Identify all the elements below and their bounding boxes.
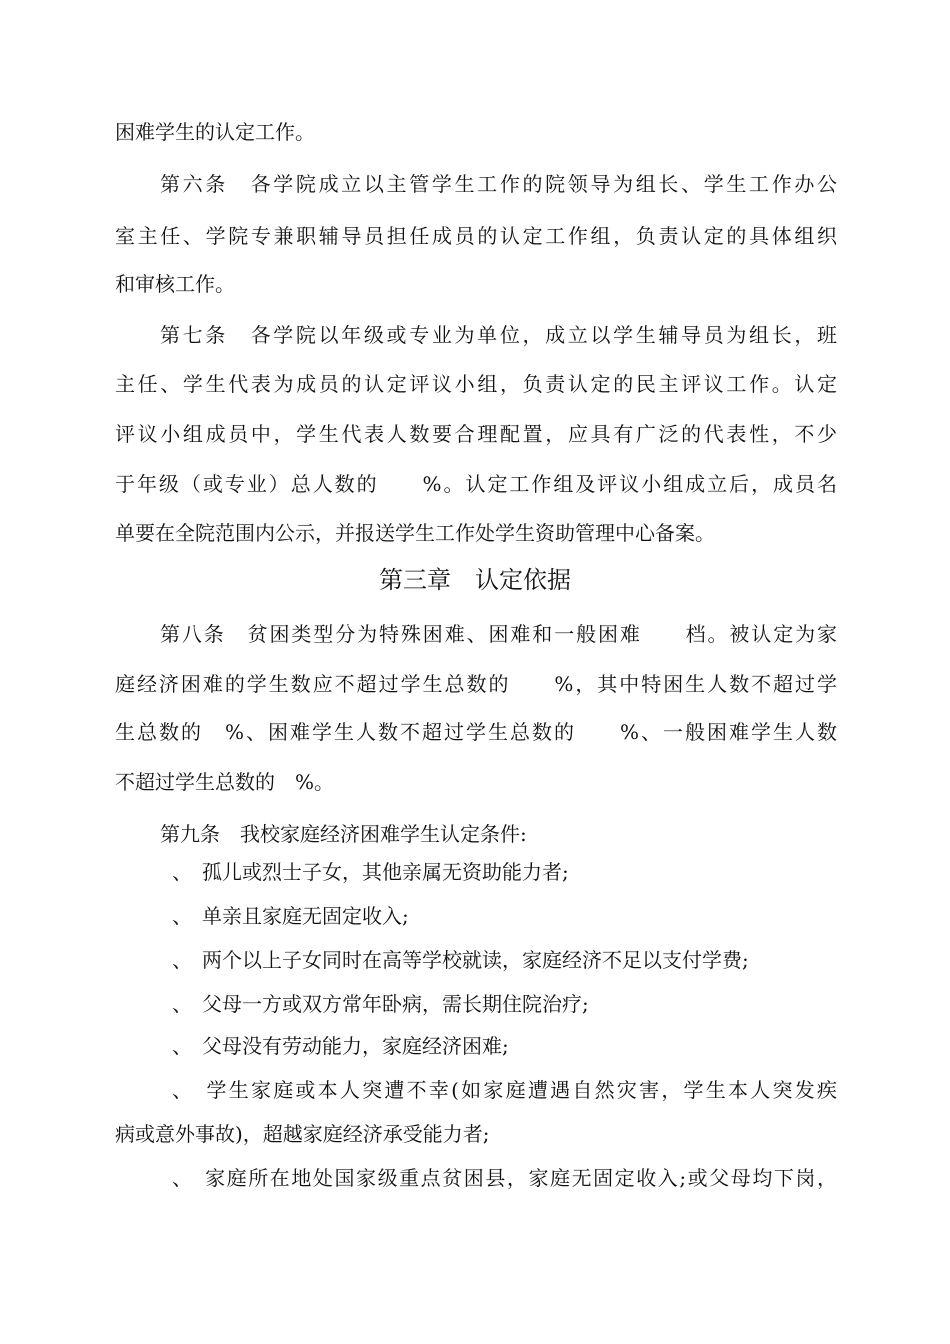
text-line: 室主任、学院专兼职辅导员担任成员的认定工作组，负责认定的具体组织 <box>115 224 837 248</box>
text-line: 困难学生的认定工作。 <box>115 120 315 144</box>
list-item: 、 父母一方或双方常年卧病，需长期住院治疗; <box>172 992 589 1016</box>
article-8-line: 第八条 贫困类型分为特殊困难、困难和一般困难 档。被认定为家 <box>160 622 837 646</box>
article-9-line: 第九条 我校家庭经济困难学生认定条件: <box>160 822 527 846</box>
text-line: 庭经济困难的学生数应不超过学生总数的 %，其中特困生人数不超过学 <box>115 672 837 696</box>
list-item: 、 单亲且家庭无固定收入; <box>172 904 409 928</box>
text-line: 生总数的 %、困难学生人数不超过学生总数的 %、一般困难学生人数 <box>115 720 837 744</box>
text-line: 和审核工作。 <box>115 272 235 296</box>
article-6-line: 第六条 各学院成立以主管学生工作的院领导为组长、学生工作办公 <box>160 172 837 196</box>
article-7-line: 第七条 各学院以年级或专业为单位，成立以学生辅导员为组长，班 <box>160 323 837 347</box>
text-line: 病或意外事故)，超越家庭经济承受能力者; <box>115 1122 490 1146</box>
text-line: 评议小组成员中，学生代表人数要合理配置，应具有广泛的代表性，不少 <box>115 422 837 446</box>
list-item: 、 父母没有劳动能力，家庭经济困难; <box>172 1034 509 1058</box>
chapter-heading: 第三章 认定依据 <box>379 566 571 594</box>
text-line: 单要在全院范围内公示，并报送学生工作处学生资助管理中心备案。 <box>115 521 715 545</box>
list-item: 、 两个以上子女同时在高等学校就读，家庭经济不足以支付学费; <box>172 948 749 972</box>
list-item: 、 孤儿或烈士子女，其他亲属无资助能力者; <box>172 860 569 884</box>
list-item: 、 学生家庭或本人突遭不幸(如家庭遭遇自然灾害，学生本人突发疾 <box>172 1078 837 1102</box>
text-line: 于年级（或专业）总人数的 %。认定工作组及评议小组成立后，成员名 <box>115 472 837 496</box>
text-line: 不超过学生总数的 %。 <box>115 770 335 794</box>
list-item: 、 家庭所在地处国家级重点贫困县，家庭无固定收入;或父母均下岗， <box>172 1166 837 1190</box>
text-line: 主任、学生代表为成员的认定评议小组，负责认定的民主评议工作。认定 <box>115 372 837 396</box>
